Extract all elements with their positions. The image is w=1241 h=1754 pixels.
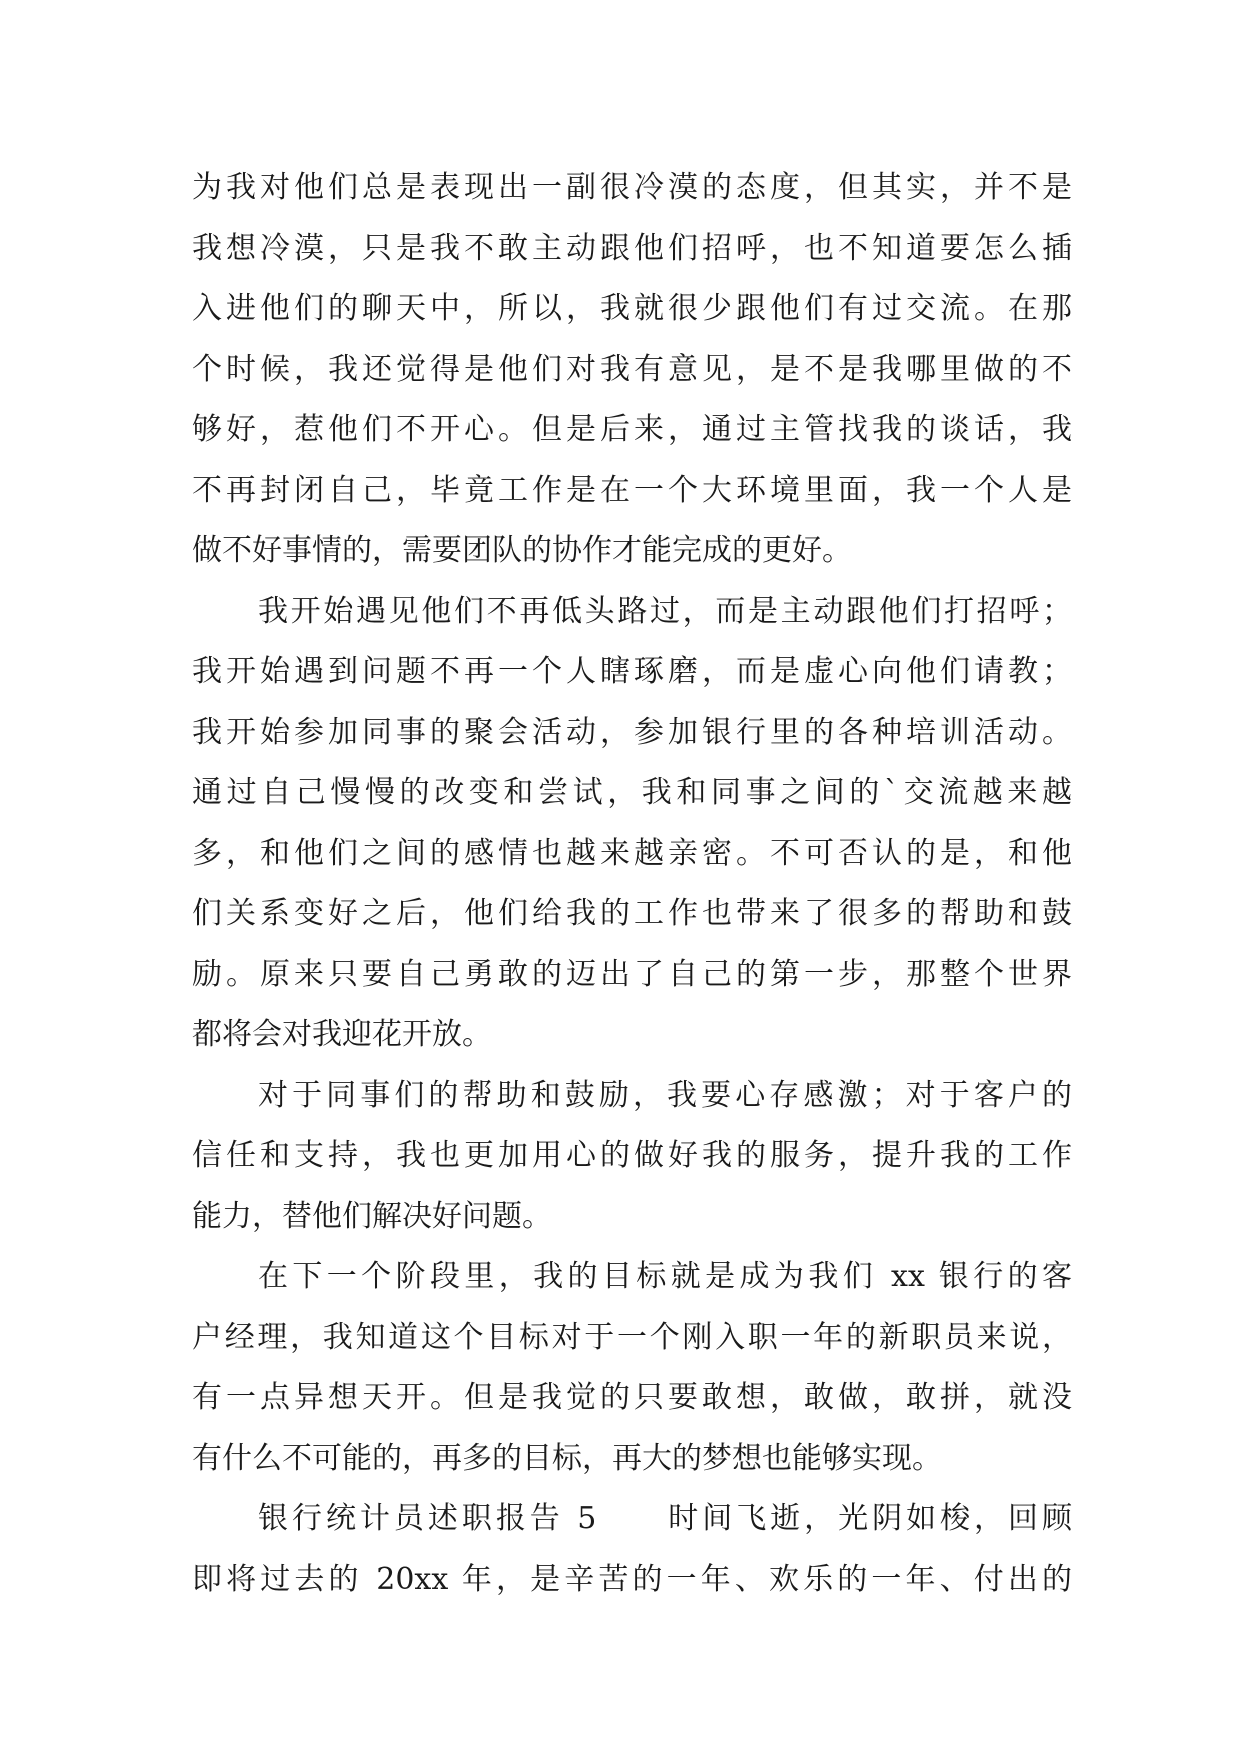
body-text	[192, 158, 1072, 1610]
text-line: 都将会对我迎花开放。	[192, 1017, 492, 1052]
text-line: 够好，惹他们不开心。但是后来，通过主管找我的谈话，我	[192, 412, 1072, 447]
text-line: 为我对他们总是表现出一副很冷漠的态度，但其实，并不是	[192, 170, 1072, 205]
text-line: 个时候，我还觉得是他们对我有意见，是不是我哪里做的不	[192, 351, 1072, 387]
text-line: 我开始参加同事的聚会活动，参加银行里的各种培训活动。	[192, 714, 1072, 750]
text-line: 即将过去的 20xx 年，是辛苦的一年、欢乐的一年、付出的	[192, 1561, 1072, 1597]
text-line: 有什么不可能的，再多的目标，再大的梦想也能够实现。	[192, 1440, 942, 1476]
paragraph-first-line: 在下一个阶段里，我的目标就是成为我们 xx 银行的客	[258, 1259, 1072, 1294]
paragraph-first-line: 对于同事们的帮助和鼓励，我要心存感激；对于客户的	[258, 1077, 1072, 1113]
paragraph-first-line: 我开始遇见他们不再低头路过，而是主动跟他们打招呼；	[258, 593, 1072, 629]
text-line: 入进他们的聊天中，所以，我就很少跟他们有过交流。在那	[192, 291, 1072, 326]
text-line: 我开始遇到问题不再一个人瞎琢磨，而是虚心向他们请教；	[192, 654, 1072, 689]
paragraph-first-line: 银行统计员述职报告 5 时间飞逝，光阴如梭，回顾	[258, 1501, 1072, 1536]
text-line: 励。原来只要自己勇敢的迈出了自己的第一步，那整个世界	[192, 956, 1072, 992]
text-line: 通过自己慢慢的改变和尝试，我和同事之间的`交流越来越	[192, 775, 1072, 810]
text-line: 不再封闭自己，毕竟工作是在一个大环境里面，我一个人是	[192, 472, 1072, 508]
text-line: 能力，替他们解决好问题。	[192, 1198, 552, 1234]
text-line: 做不好事情的，需要团队的协作才能完成的更好。	[192, 533, 852, 568]
text-line: 我想冷漠，只是我不敢主动跟他们招呼，也不知道要怎么插	[192, 230, 1072, 266]
text-line: 户经理，我知道这个目标对于一个刚入职一年的新职员来说，	[192, 1319, 1072, 1355]
text-line: 信任和支持，我也更加用心的做好我的服务，提升我的工作	[192, 1138, 1072, 1173]
text-line: 多，和他们之间的感情也越来越亲密。不可否认的是，和他	[192, 835, 1072, 871]
text-line: 有一点异想天开。但是我觉的只要敢想，敢做，敢拼，就没	[192, 1380, 1072, 1415]
text-line: 们关系变好之后，他们给我的工作也带来了很多的帮助和鼓	[192, 896, 1072, 931]
